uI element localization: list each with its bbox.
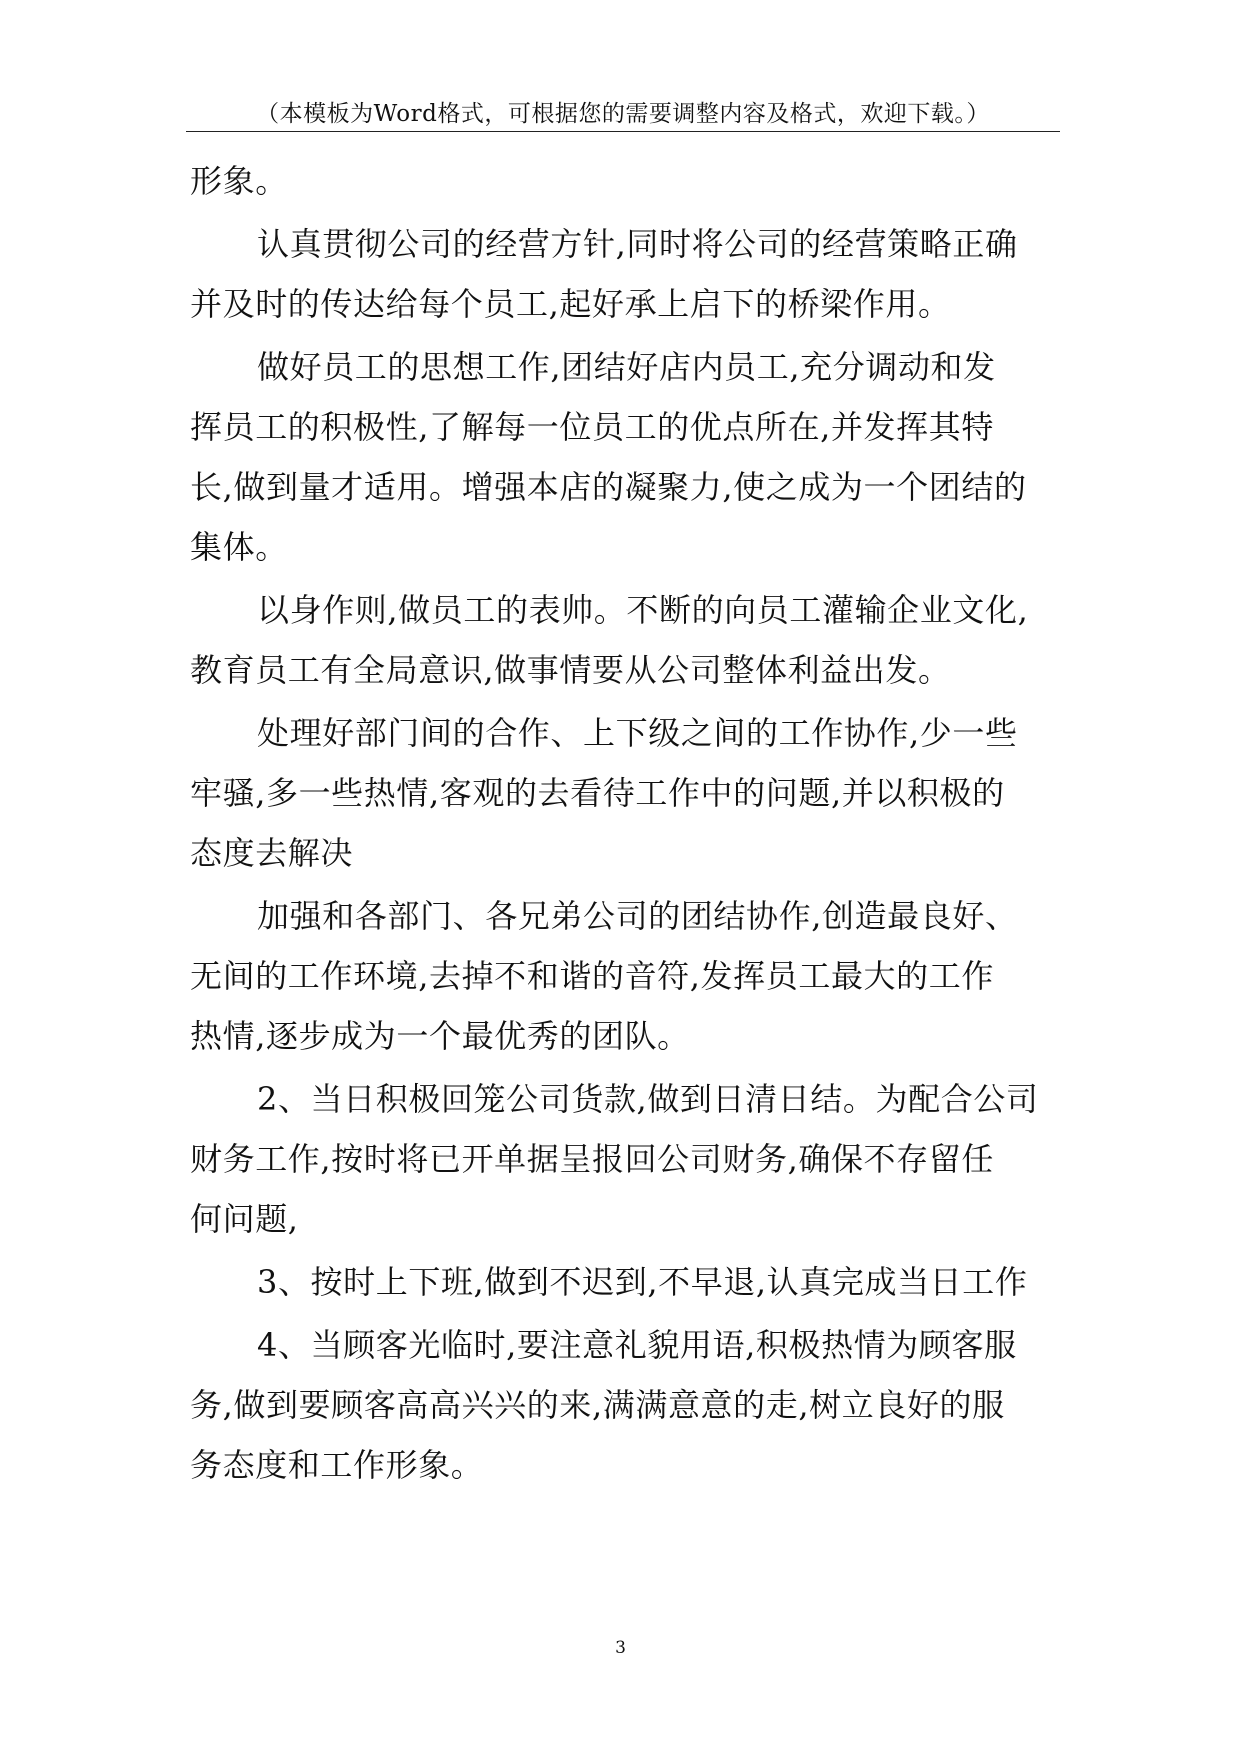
body-line: 教育员工有全局意识,做事情要从公司整体利益出发。: [190, 651, 951, 689]
page-header: （本模板为Word格式，可根据您的需要调整内容及格式，欢迎下载。）: [256, 101, 990, 127]
body-line: 挥员工的积极性,了解每一位员工的优点所在,并发挥其特: [190, 408, 994, 446]
body-line: 3、按时上下班,做到不迟到,不早退,认真完成当日工作: [257, 1263, 1028, 1301]
body-line: 并及时的传达给每个员工,起好承上启下的桥梁作用。: [190, 285, 951, 323]
body-line: 财务工作,按时将已开单据呈报回公司财务,确保不存留任: [190, 1140, 994, 1178]
header-rule: [186, 131, 1060, 132]
body-line: 热情,逐步成为一个最优秀的团队。: [190, 1017, 690, 1055]
body-line: 做好员工的思想工作,团结好店内员工,充分调动和发: [257, 348, 996, 386]
body-line: 牢骚,多一些热情,客观的去看待工作中的问题,并以积极的: [190, 774, 1005, 812]
body-line: 长,做到量才适用。增强本店的凝聚力,使之成为一个团结的: [190, 468, 1027, 506]
body-line: 2、当日积极回笼公司货款,做到日清日结。为配合公司: [257, 1080, 1039, 1118]
body-line: 务态度和工作形象。: [190, 1446, 484, 1484]
body-line: 无间的工作环境,去掉不和谐的音符,发挥员工最大的工作: [190, 957, 994, 995]
body-line: 务,做到要顾客高高兴兴的来,满满意意的走,树立良好的服: [190, 1386, 1005, 1424]
body-line: 集体。: [190, 528, 288, 566]
page-number: 3: [615, 1638, 626, 1658]
body-line: 加强和各部门、各兄弟公司的团结协作,创造最良好、: [257, 897, 1018, 935]
body-line: 态度去解决: [190, 834, 354, 872]
body-line: 处理好部门间的合作、上下级之间的工作协作,少一些: [257, 714, 1018, 752]
body-line: 4、当顾客光临时,要注意礼貌用语,积极热情为顾客服: [257, 1326, 1017, 1364]
body-line: 以身作则,做员工的表帅。不断的向员工灌输企业文化,: [257, 591, 1029, 629]
body-line: 形象。: [190, 162, 288, 200]
body-line: 何问题,: [190, 1200, 299, 1238]
document-body: [190, 151, 1070, 1495]
body-line: 认真贯彻公司的经营方针,同时将公司的经营策略正确: [257, 225, 1018, 263]
